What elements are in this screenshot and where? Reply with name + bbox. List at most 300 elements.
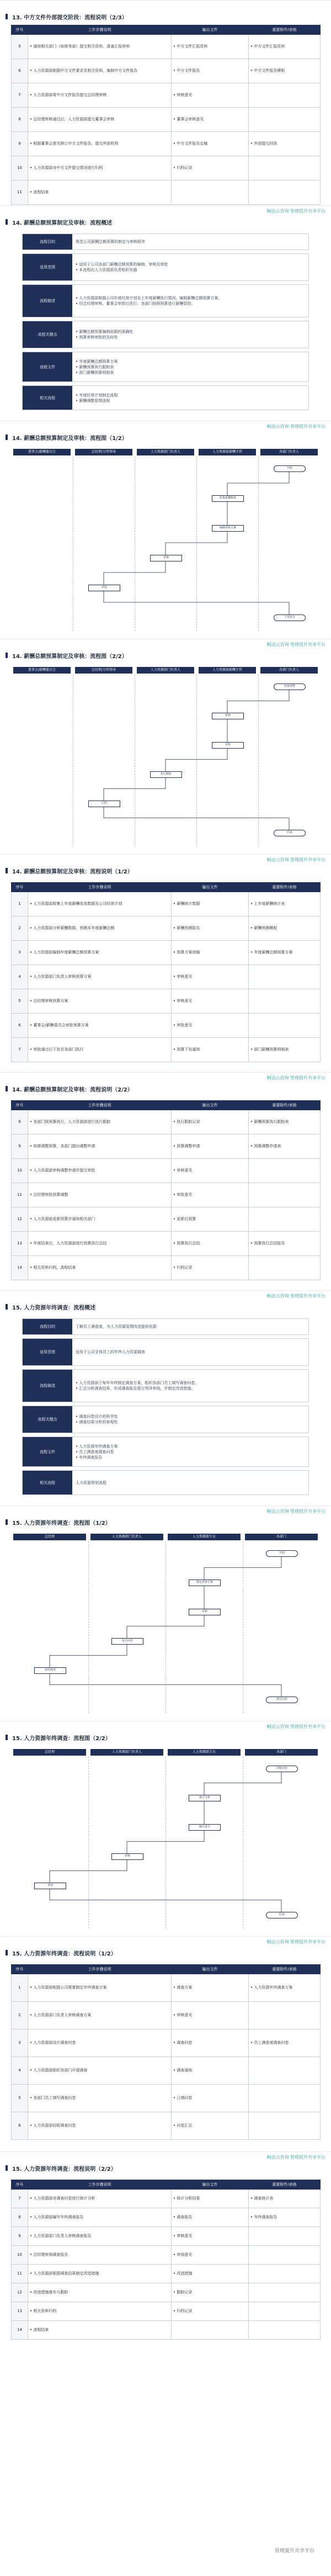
overview-block xyxy=(0,1318,331,1495)
table-row xyxy=(12,1159,321,1183)
table-row xyxy=(12,965,321,989)
overview-label: 适用范围 xyxy=(23,1339,72,1365)
flow-connectors xyxy=(11,449,320,631)
step-doc: • 年终调查报告 xyxy=(249,2208,321,2227)
flow-arrow xyxy=(127,1830,204,1853)
overview-label: 流程描述 xyxy=(23,1370,72,1402)
lane-header: 各部门负责人 xyxy=(260,449,318,455)
brand-logo: 畅达云咨询 管理提升共享平台 xyxy=(266,1724,325,1729)
flow-step: 编写报告 xyxy=(189,1824,221,1831)
step-output: • 执行跟踪记录 xyxy=(172,1110,249,1135)
slide-title: 15. 人力资源年终调查：流程概述 xyxy=(12,1303,95,1311)
lane-header: 人力资源部专员 xyxy=(168,1534,241,1540)
overview-line: • 适用于公司各部门薪酬总额预算的编制、审核及审批 xyxy=(76,262,306,267)
table-row xyxy=(12,2265,321,2283)
table-row xyxy=(12,2227,321,2246)
brand-logo: 畅达云咨询 管理提升共享平台 xyxy=(266,1075,325,1080)
step-output: • 预算下发通知 xyxy=(172,1038,249,1062)
step-output: • 审阅意见 xyxy=(172,2246,249,2265)
flow-step: 归档 xyxy=(88,801,120,807)
table-row xyxy=(12,1135,321,1159)
flow-arrow xyxy=(166,748,227,771)
step-doc xyxy=(249,156,321,181)
step-doc xyxy=(249,2302,321,2321)
flow-step: 编制预算方案 xyxy=(212,525,244,532)
table-row xyxy=(12,2283,321,2302)
overview-row xyxy=(22,352,309,382)
flow-step: 审核 xyxy=(189,1609,221,1615)
step-desc: • 人力资源部根据调查结果制定改进措施 xyxy=(28,2265,172,2283)
step-doc xyxy=(249,1207,321,1232)
overview-line: • 年度经营计划制定流程 xyxy=(76,393,306,398)
step-desc: • 人力资源部门负责人审核调查报告 xyxy=(28,2227,172,2246)
step-number: 6 xyxy=(12,2112,28,2140)
overview-row xyxy=(22,253,309,281)
slide-9 xyxy=(0,1721,331,1936)
step-desc: • 审批通过后下发至各部门执行 xyxy=(28,1038,172,1062)
table-row xyxy=(12,2029,321,2057)
step-desc: • 总经理审核通过后，人力资源部提交董事会审核 xyxy=(28,108,172,132)
step-number: 7 xyxy=(12,2190,28,2208)
step-output: • 薪酬预测报告 xyxy=(172,916,249,941)
overview-label: 流程目的 xyxy=(23,234,72,250)
flow-step: 审核 xyxy=(212,713,244,719)
step-desc: • 人力资源部根据中方文件要求及相关资料，编制中方文件报告 xyxy=(28,59,172,83)
overview-content xyxy=(76,352,306,381)
flow-step: 开始 xyxy=(266,1550,298,1557)
slide-8 xyxy=(0,1506,331,1721)
col-desc: 工作步骤说明 xyxy=(28,1101,172,1110)
step-desc: • 流程结束 xyxy=(28,181,172,205)
brand-logo: 畅达云咨询 管理提升共享平台 xyxy=(266,1939,325,1944)
overview-line: 人力资源规划流程 xyxy=(76,1480,106,1485)
step-desc: • 人力资源部审核调整申请并提交审批 xyxy=(28,1159,172,1183)
flow-step: 审批 xyxy=(212,742,244,749)
overview-label: 流程目的 xyxy=(23,1319,72,1334)
step-output: • 调查问卷 xyxy=(172,2029,249,2057)
step-desc: • 人力资源部对中方文件提交情况进行归档 xyxy=(28,156,172,181)
overview-line: • 经总经理审核、董事会审批后执行；各部门按照预算进行薪酬管控。 xyxy=(76,301,306,306)
step-number: 11 xyxy=(12,2265,28,2283)
overview-content xyxy=(76,1437,306,1466)
table-row xyxy=(12,59,321,83)
lane-header: 人力资源部薪酬主管 xyxy=(199,449,256,455)
overview-label: 流程关键点 xyxy=(23,1406,72,1433)
step-output: • 改进措施 xyxy=(172,2265,249,2283)
process-table xyxy=(11,1100,321,1280)
overview-content xyxy=(76,1370,306,1402)
overview-line: • 年度薪酬总额预算方案 xyxy=(76,359,306,364)
step-desc: • 总经理审阅调查报告 xyxy=(28,2246,172,2265)
step-output: • 调查报告 xyxy=(172,2208,249,2227)
step-number: 7 xyxy=(12,83,28,108)
slide-7 xyxy=(0,1290,331,1506)
step-doc xyxy=(249,2057,321,2085)
table-row xyxy=(12,2002,321,2029)
flowchart xyxy=(11,667,320,846)
step-doc: • 薪酬预算执行跟踪表 xyxy=(249,1110,321,1135)
slide-title: 15. 人力资源年终调查：流程图（1/2） xyxy=(12,1518,111,1526)
step-number: 7 xyxy=(12,1038,28,1062)
flow-arrow xyxy=(127,1614,204,1638)
lane-header: 各部门负责人 xyxy=(260,667,318,674)
overview-line: • 人力资源部根据公司年度经营计划及上年度薪酬执行情况，编制薪酬总额预算方案， xyxy=(76,295,306,301)
step-desc: • 年度结束后，人力资源部进行预算执行总结 xyxy=(28,1232,172,1256)
overview-line: • 薪酬预算执行跟踪表 xyxy=(76,364,306,370)
flow-connectors xyxy=(11,1749,320,1928)
col-output: 输出文件 xyxy=(172,1101,249,1110)
slide-3 xyxy=(0,421,331,639)
brand-logo: 畅达云咨询 管理提升共享平台 xyxy=(266,857,325,862)
lane-header: 总经理/分管领导 xyxy=(75,667,132,674)
overview-line: • 年终调查报告 xyxy=(76,1455,306,1460)
step-doc xyxy=(249,108,321,132)
overview-label: 流程描述 xyxy=(23,285,72,317)
lane-header: 人力资源部专员 xyxy=(168,1749,241,1756)
process-table xyxy=(11,1964,321,2140)
table-row xyxy=(12,2085,321,2112)
flow-step: 组织调查 xyxy=(34,1667,66,1674)
step-output: • 预算执行总结 xyxy=(172,1232,249,1256)
step-doc xyxy=(249,2283,321,2302)
table-row xyxy=(12,132,321,156)
step-output: • 董事会审核意见 xyxy=(172,108,249,132)
step-doc xyxy=(249,1256,321,1280)
step-desc: • 总经理审批预算调整 xyxy=(28,1183,172,1207)
col-step: 序号 xyxy=(12,2180,28,2190)
flow-arrow xyxy=(50,1859,127,1883)
lane-header: 总经理 xyxy=(13,1534,86,1540)
step-output: • 预算方案初稿 xyxy=(172,941,249,965)
table-row xyxy=(12,2112,321,2140)
lane-header: 董事会/薪酬委员会 xyxy=(13,667,71,674)
overview-line: • 预算审核审批的及时性 xyxy=(76,335,306,340)
brand-logo: 畅达云咨询 管理提升共享平台 xyxy=(266,2155,325,2160)
step-output: • 预算调整申请 xyxy=(172,1135,249,1159)
step-doc xyxy=(249,1014,321,1038)
step-output: • 已填问卷 xyxy=(172,2085,249,2112)
step-desc: • 人力资源部分析薪酬数据，预测本年度薪酬总额 xyxy=(28,916,172,941)
step-doc xyxy=(249,181,321,205)
overview-row xyxy=(22,1437,309,1467)
step-number: 6 xyxy=(12,1014,28,1038)
step-number: 3 xyxy=(12,2029,28,2057)
step-desc: • 人力资源部对调查问卷进行统计分析 xyxy=(28,2190,172,2208)
step-desc: • 相关资料归档，流程结束 xyxy=(28,1256,172,1280)
step-output: • 调查方案 xyxy=(172,1974,249,2002)
col-step: 序号 xyxy=(12,25,28,35)
overview-row xyxy=(22,284,309,317)
overview-row xyxy=(22,1369,309,1402)
overview-content xyxy=(76,1471,306,1494)
slide-title: 14. 薪酬总额预算制定及审核：流程概述 xyxy=(12,218,112,226)
step-desc: • 人力资源部编写年终调查报告 xyxy=(28,2208,172,2227)
col-output: 输出文件 xyxy=(172,2180,249,2190)
step-doc: • 中方文件汇报资料 xyxy=(249,35,321,59)
table-row xyxy=(12,1232,321,1256)
step-doc xyxy=(249,2265,321,2283)
table-row xyxy=(12,108,321,132)
flow-arrow xyxy=(204,1556,281,1579)
step-output xyxy=(172,181,249,205)
step-output: • 调查通知 xyxy=(172,2057,249,2085)
flow-step: 制定调查方案 xyxy=(189,1579,221,1586)
step-output: • 跟踪记录 xyxy=(172,2283,249,2302)
step-number: 10 xyxy=(12,1159,28,1183)
slide-4 xyxy=(0,639,331,854)
flow-arrow xyxy=(204,1771,281,1795)
step-number: 10 xyxy=(12,2246,28,2265)
step-number: 9 xyxy=(12,2227,28,2246)
step-number: 14 xyxy=(12,2321,28,2340)
col-desc: 工作步骤说明 xyxy=(28,883,172,892)
step-doc xyxy=(249,2002,321,2029)
step-desc: • 人力资源部将中方文件报告提交总经理审核 xyxy=(28,83,172,108)
step-doc: • 预算调整申请表 xyxy=(249,1135,321,1159)
table-row xyxy=(12,1974,321,2002)
overview-block xyxy=(0,234,331,410)
step-number: 1 xyxy=(12,1974,28,2002)
slide-title: 14. 薪酬总额预算制定及审核：流程图（1/2） xyxy=(12,433,127,442)
table-row xyxy=(12,989,321,1014)
overview-line: • 薪酬总额预算编制依据的准确性 xyxy=(76,329,306,335)
slide-title: 15. 人力资源年终调查：流程图（2/2） xyxy=(12,1734,111,1742)
col-desc: 工作步骤说明 xyxy=(28,1965,172,1974)
overview-row xyxy=(22,1318,309,1335)
table-row xyxy=(12,1014,321,1038)
step-doc xyxy=(249,2085,321,2112)
step-desc: • 流程结束 xyxy=(28,2321,172,2340)
col-desc: 工作步骤说明 xyxy=(28,25,172,35)
step-doc: • 员工满意度调查问卷 xyxy=(249,2029,321,2057)
overview-line: • 人力资源年终调查方案 xyxy=(76,1444,306,1449)
col-output: 输出文件 xyxy=(172,1965,249,1974)
col-doc: 重要附件/表格 xyxy=(249,25,321,35)
flowchart xyxy=(11,1534,320,1713)
step-doc: • 中方文件报告模板 xyxy=(249,59,321,83)
flowchart xyxy=(11,1749,320,1928)
step-desc: • 如需调整预算，各部门提出调整申请 xyxy=(28,1135,172,1159)
slide-10 xyxy=(0,1936,331,2151)
step-doc xyxy=(249,1183,321,1207)
overview-row xyxy=(22,1406,309,1433)
overview-row xyxy=(22,1338,309,1366)
step-output: • 问卷汇总 xyxy=(172,2112,249,2140)
slide-title: 14. 薪酬总额预算制定及审核：流程图（2/2） xyxy=(12,651,127,660)
step-number: 8 xyxy=(12,2208,28,2227)
overview-row xyxy=(22,234,309,250)
overview-content xyxy=(76,386,306,410)
slide-title: 15. 人力资源年终调查：流程说明（2/2） xyxy=(12,2164,116,2172)
step-number: 8 xyxy=(12,108,28,132)
step-doc: • 人力资源年终调查方案 xyxy=(249,1974,321,2002)
col-step: 序号 xyxy=(12,1965,28,1974)
slide-1 xyxy=(0,0,331,205)
table-row xyxy=(12,1183,321,1207)
step-doc: • 年度薪酬总额预算方案 xyxy=(249,941,321,965)
overview-label: 适用范围 xyxy=(23,254,72,280)
process-table xyxy=(11,2180,321,2340)
slide-title: 13. 中方文件外部提交阶段：流程说明（2/3） xyxy=(12,13,127,21)
col-output: 输出文件 xyxy=(172,883,249,892)
lane-header: 人力资源部门负责人 xyxy=(90,1749,163,1756)
flow-step: 结束 xyxy=(274,830,306,836)
col-doc: 重要附件/表格 xyxy=(249,1965,321,1974)
table-row xyxy=(12,1256,321,1280)
slide-2 xyxy=(0,205,331,421)
step-output: • 归档记录 xyxy=(172,2302,249,2321)
step-desc: • 通知相关部门（如财务部）提交相关资料，准备汇报材料 xyxy=(28,35,172,59)
brand-logo: 畅达云咨询 管理提升共享平台 xyxy=(266,1509,325,1514)
slide-6 xyxy=(0,1072,331,1290)
step-output: • 审批意见 xyxy=(172,1183,249,1207)
step-output: • 审核意见 xyxy=(172,83,249,108)
overview-row xyxy=(22,1470,309,1495)
step-doc xyxy=(249,2227,321,2246)
overview-line: • 汇总分析调查结果，形成调查报告提交领导审阅，并制定改进措施。 xyxy=(76,1386,306,1391)
overview-label: 相关流程 xyxy=(23,386,72,410)
slide-11 xyxy=(0,2151,331,2576)
step-number: 1 xyxy=(12,892,28,916)
step-desc: • 人力资源部收集上年度薪酬发放数据及公司经营计划 xyxy=(28,892,172,916)
overview-content xyxy=(76,254,306,280)
overview-line: • 员工满意度调查问卷 xyxy=(76,1449,306,1455)
lane-header: 各部门 xyxy=(245,1749,318,1756)
flow-arrow xyxy=(50,1673,281,1697)
step-desc: • 董事会/薪酬委员会审批预算方案 xyxy=(28,1014,172,1038)
step-doc: • 上年度薪酬统计表 xyxy=(249,892,321,916)
step-number: 10 xyxy=(12,156,28,181)
overview-line: 适用于公司全体员工的年终人力资源调查 xyxy=(76,1350,145,1354)
flowchart xyxy=(11,449,320,631)
step-number: 5 xyxy=(12,989,28,1014)
overview-label: 流程关键点 xyxy=(23,321,72,348)
table-row xyxy=(12,2321,321,2340)
step-number: 12 xyxy=(12,2283,28,2302)
flow-step: 收集薪酬数据 xyxy=(212,495,244,502)
flow-arrow xyxy=(104,560,166,585)
table-row xyxy=(12,1207,321,1232)
step-output: • 中方文件报告 xyxy=(172,59,249,83)
step-number: 2 xyxy=(12,2002,28,2029)
step-doc: • 部门薪酬预算明细表 xyxy=(249,1038,321,1062)
flow-step: 统计分析 xyxy=(189,1795,221,1801)
table-row xyxy=(12,156,321,181)
step-desc: • 人力资源部编制年度薪酬总额预算方案 xyxy=(28,941,172,965)
step-number: 9 xyxy=(12,1135,28,1159)
step-number: 3 xyxy=(12,941,28,965)
col-output: 输出文件 xyxy=(172,25,249,35)
slide-5 xyxy=(0,854,331,1072)
overview-line: • 本流程由人力资源部负责组织实施 xyxy=(76,267,306,273)
lane-header: 各部门 xyxy=(245,1534,318,1540)
flow-step: 填写问卷 xyxy=(266,1697,298,1703)
step-output: • 审批意见 xyxy=(172,1014,249,1038)
step-number: 6 xyxy=(12,59,28,83)
step-desc: • 人力资源部回收调查问卷 xyxy=(28,2112,172,2140)
col-step: 序号 xyxy=(12,883,28,892)
flow-step: 审阅 xyxy=(34,1883,66,1889)
step-number: 5 xyxy=(12,2085,28,2112)
lane-header: 总经理 xyxy=(13,1749,86,1756)
table-row xyxy=(12,1110,321,1135)
overview-line: 了解员工满意度，为人力资源管理改进提供依据 xyxy=(76,1324,157,1329)
flow-step: 预算调整 xyxy=(274,683,306,690)
step-desc: • 相关资料归档 xyxy=(28,2302,172,2321)
overview-line: • 薪酬调整管理流程 xyxy=(76,398,306,404)
step-output: • 审核意见 xyxy=(172,989,249,1014)
step-desc: • 各部门员工填写调查问卷 xyxy=(28,2085,172,2112)
step-desc: • 人力资源部门负责人审核预算方案 xyxy=(28,965,172,989)
brand-logo: 畅达云咨询 管理提升共享平台 xyxy=(266,424,325,429)
flow-arrow xyxy=(50,1644,127,1667)
step-doc xyxy=(249,2112,321,2140)
table-row xyxy=(12,2057,321,2085)
step-output: • 审核意见 xyxy=(172,2002,249,2029)
flow-arrow xyxy=(104,806,289,830)
step-output: • 薪酬统计数据 xyxy=(172,892,249,916)
step-doc: • 外部提交回执 xyxy=(249,132,321,156)
table-row xyxy=(12,916,321,941)
overview-content xyxy=(76,1406,306,1433)
step-output: • 归档记录 xyxy=(172,156,249,181)
overview-line: • 部门薪酬预算明细表 xyxy=(76,370,306,375)
step-number: 11 xyxy=(12,1183,28,1207)
step-number: 4 xyxy=(12,965,28,989)
overview-content xyxy=(76,234,306,250)
step-number: 8 xyxy=(12,1110,28,1135)
table-row xyxy=(12,2302,321,2321)
step-number: 5 xyxy=(12,35,28,59)
step-number: 12 xyxy=(12,1207,28,1232)
flow-step: 审核 xyxy=(111,1853,143,1860)
table-row xyxy=(12,35,321,59)
step-doc xyxy=(249,83,321,108)
step-doc xyxy=(249,1159,321,1183)
flow-arrow xyxy=(227,471,289,495)
lane-header: 人力资源部门负责人 xyxy=(137,449,194,455)
process-table xyxy=(11,25,321,205)
lane-header: 人力资源部薪酬主管 xyxy=(199,667,256,674)
lane-header: 人力资源部门负责人 xyxy=(137,667,194,674)
col-doc: 重要附件/表格 xyxy=(249,1101,321,1110)
step-output: • 审核意见 xyxy=(172,965,249,989)
overview-line: • 调查结果分析的客观性 xyxy=(76,1419,306,1425)
flow-connectors xyxy=(11,1534,320,1713)
step-desc: • 各部门按预算执行，人力资源部进行执行跟踪 xyxy=(28,1110,172,1135)
flow-arrow xyxy=(227,689,289,713)
flow-step: 结束 xyxy=(266,1912,298,1918)
slide-title: 14. 薪酬总额预算制定及审核：流程说明（1/2） xyxy=(12,867,133,875)
lane-header: 总经理/分管领导 xyxy=(75,449,132,455)
step-desc: • 人力资源部组织各部门开展调查 xyxy=(28,2057,172,2085)
process-table xyxy=(11,882,321,1062)
brand-logo: 畅达云咨询 管理提升共享平台 xyxy=(266,1294,325,1298)
step-number: 11 xyxy=(12,181,28,205)
overview-line: • 调查问卷设计的科学性 xyxy=(76,1414,306,1419)
overview-line: • 人力资源部于每年年终制定调查方案，组织各部门员工填写调查问卷， xyxy=(76,1380,306,1386)
slide-title: 14. 薪酬总额预算制定及审核：流程说明（2/2） xyxy=(12,1085,133,1093)
step-output: • 审核意见 xyxy=(172,1159,249,1183)
table-row xyxy=(12,941,321,965)
flow-step: 执行跟踪 xyxy=(150,771,182,778)
flow-arrow xyxy=(50,1888,281,1912)
lane-header: 董事会/薪酬委员会 xyxy=(13,449,71,455)
flow-step: 审批 xyxy=(88,585,120,591)
flow-step: 设计问卷 xyxy=(111,1638,143,1645)
step-output: • 审核意见 xyxy=(172,2227,249,2246)
overview-line: 规范公司薪酬总额预算的制定与审核程序 xyxy=(76,240,145,244)
